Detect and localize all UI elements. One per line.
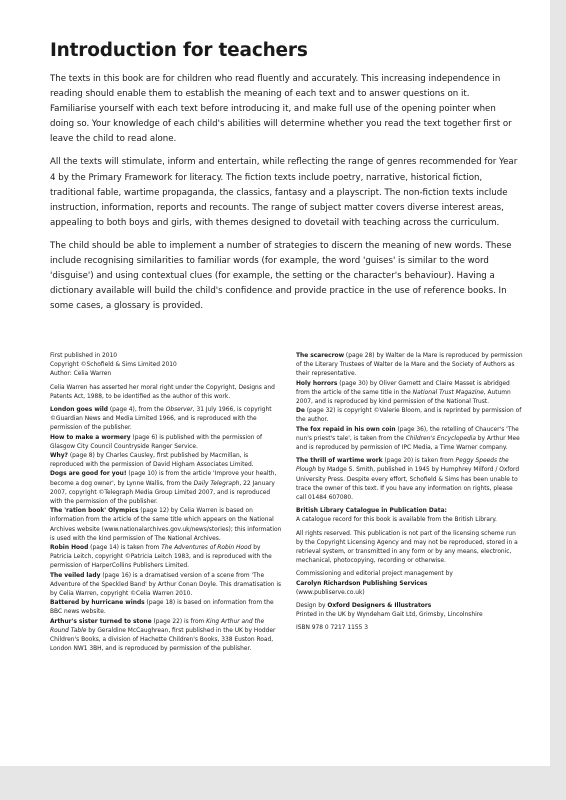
credit-title: The thrill of wartime work	[296, 458, 383, 465]
author-line: Author: Celia Warren	[50, 371, 112, 378]
credits-left-column	[50, 352, 283, 655]
credit-title: Battered by hurricane winds	[50, 600, 145, 607]
credit-title: De	[296, 408, 305, 415]
commissioning-line: Commissioning and editorial project management by	[296, 571, 453, 578]
credit-title: Robin Hood	[50, 545, 89, 552]
credit-thrill: The thrill of wartime work (page 20) is taken from Peggy Speeds the Plough by Madge S. Smith, published in 1945 by Humphrey Milford / Oxford University Press. Despite every effort, Schofield & Sims has been unable to trace the owner of this text. If you have any information on rights, please call 01484 607080.	[296, 458, 520, 502]
credit-title: The veiled lady	[50, 572, 101, 579]
credit-veiled-lady: The veiled lady (page 16) is a dramatised version of a scene from 'The Adventure of the Speckled Band' by Arthur Conan Doyle. This dramatisation is by Celia Warren, copyright ©Celia Warren 2010.	[50, 572, 282, 598]
design-credit: Design by Oxford Designers & Illustrators	[296, 603, 432, 610]
credit-battered: Battered by hurricane winds (page 18) is based on information from the BBC news website.	[50, 600, 274, 616]
isbn: ISBN 978 0 7217 1155 3	[296, 625, 369, 632]
credit-robin-hood: Robin Hood (page 14) is taken from The Adventures of Robin Hood by Patricia Leitch, copyright ©Patricia Leitch 1983, and is reproduced with the permission of HarperCollins Publishers Limited.	[50, 545, 272, 570]
credit-why: Why? (page 8) by Charles Causley, first published by Macmillan, is reproduced with the permission of David Higham Associates Limited.	[50, 453, 254, 469]
credit-title: The fox repaid in his own coin	[296, 426, 396, 433]
credit-title: Arthur's sister turned to stone	[50, 618, 152, 625]
first-published: First published in 2010	[50, 353, 118, 359]
credits-right-column	[296, 352, 524, 638]
credit-fox: The fox repaid in his own coin (page 36), the retelling of Chaucer's 'The nun's priest's tale', is taken from the Children's Encyclopedia by Arthur Mee and is reproduced by permission of IPC Media, a Time Warner company.	[296, 426, 520, 452]
intro-paragraph-2: All the texts will stimulate, inform and entertain, while reflecting the range of genres recommended for Year 4 by the Primary Framework for literacy. The fiction texts include poetry, narrative, historical fiction, traditional fable, wartime propaganda, the classics, fantasy and a playscript. The non-fiction texts include instruction, information, reports and recounts. The range of subject matter covers diverse interest areas, appealing to both boys and girls, with themes designed to dovetail with teaching across the curriculum.	[50, 157, 518, 228]
moral-right-statement: Celia Warren has asserted her moral right under the Copyright, Designs and Patents Act, 1988, to be identified as the author of this work.	[50, 384, 275, 400]
commissioning-company: Carolyn Richardson Publishing Services	[296, 580, 428, 587]
printer-credit: Printed in the UK by Wyndeham Gait Ltd, Grimsby, Lincolnshire	[296, 612, 483, 619]
credit-title: The scarecrow	[296, 353, 345, 359]
page-title: Introduction for teachers	[50, 40, 308, 61]
copyright-line: Copyright ©Schofield & Sims Limited 2010	[50, 362, 177, 369]
intro-paragraph-3: The child should be able to implement a number of strategies to discern the meaning of new words. These include recognising similarities to familiar words (for example, the word 'guises' is similar to the word 'disguise') and using contextual clues (for example, the setting or the character's behaviour). Having a dictionary available will build the child's confidence and provide practice in the use of reference books. In some cases, a glossary is provided.	[50, 240, 512, 312]
credit-london-goes-wild: London goes wild (page 4), from the Observer, 31 July 1966, is copyright ©Guardian News and Media Limited 1966, and is reproduced with the permission of the publisher.	[50, 407, 272, 432]
credit-holy-horrors: Holy horrors (page 30) by Oliver Garnett and Claire Masset is abridged from the article of the same title in the National Trust Magazine, Autumn 2007, and is reproduced by kind permission of the National Trust.	[296, 380, 511, 406]
page-edge-bottom	[0, 766, 566, 800]
commissioning-url: (www.publiserve.co.uk)	[296, 589, 365, 596]
rights-statement: All rights reserved. This publication is not part of the licensing scheme run by the Copyright Licensing Agency and may not be reproduced, stored in a retrieval system, or transmitted in any form or by any means, electronic, mechanical, photocopying, recording or otherwise.	[296, 530, 518, 565]
intro-text	[50, 72, 518, 322]
credit-title: Holy horrors	[296, 380, 338, 387]
credit-scarecrow: The scarecrow (page 28) by Walter de la Mare is reproduced by permission of the Literary Trustees of Walter de la Mare and the Society of Authors as their representative.	[296, 353, 523, 378]
credit-de: De (page 32) is copyright ©Valerie Bloom, and is reprinted by permission of the author.	[296, 408, 522, 424]
page-edge-right	[550, 0, 566, 800]
credit-title: Why?	[50, 453, 68, 460]
credit-ration-book: The 'ration book' Olympics (page 12) by Celia Warren is based on information from the article of the same title which appears on the National Archives website (www.nationalarchives.gov.uk/news/stories); this information is used with the kind permission of The National Archives.	[50, 508, 282, 542]
credit-arthur: Arthur's sister turned to stone (page 22) is from King Arthur and the Round Table by Geraldine McCaughrean, first published in the UK by Hodder Children's Books, a division of Hachette Children's Books, 338 Euston Road, London NW1 3BH, and is reproduced by permission of the publisher.	[50, 618, 276, 653]
credit-title: How to make a wormery	[50, 434, 131, 441]
intro-paragraph-1: The texts in this book are for children who read fluently and accurately. This increasing independence in reading should enable them to establish the meaning of each text and to answer questions on it. Familiarise yourself with each text before introducing it, and make full use of the opening pointer when doing so. Your knowledge of each child's abilities will determine whether you read the text together first or leave the child to read alone.	[50, 74, 512, 145]
credit-title: London goes wild	[50, 407, 109, 414]
cip-text: A catalogue record for this book is available from the British Library.	[296, 517, 497, 524]
credit-title: Dogs are good for you!	[50, 471, 127, 478]
credit-wormery: How to make a wormery (page 6) is published with the permission of Glasgow City Council Countryside Ranger Service.	[50, 434, 263, 450]
credit-title: The 'ration book' Olympics	[50, 508, 139, 515]
cip-heading: British Library Catalogue in Publication Data:	[296, 508, 447, 515]
credit-dogs: Dogs are good for you! (page 10) is from the article 'Improve your health, become a dog owner', by Lynne Wallis, from the Daily Telegraph, 22 January 2007, copyright ©Telegraph Media Group Limited 2007, and is reproduced with the permission of the publisher.	[50, 471, 277, 506]
